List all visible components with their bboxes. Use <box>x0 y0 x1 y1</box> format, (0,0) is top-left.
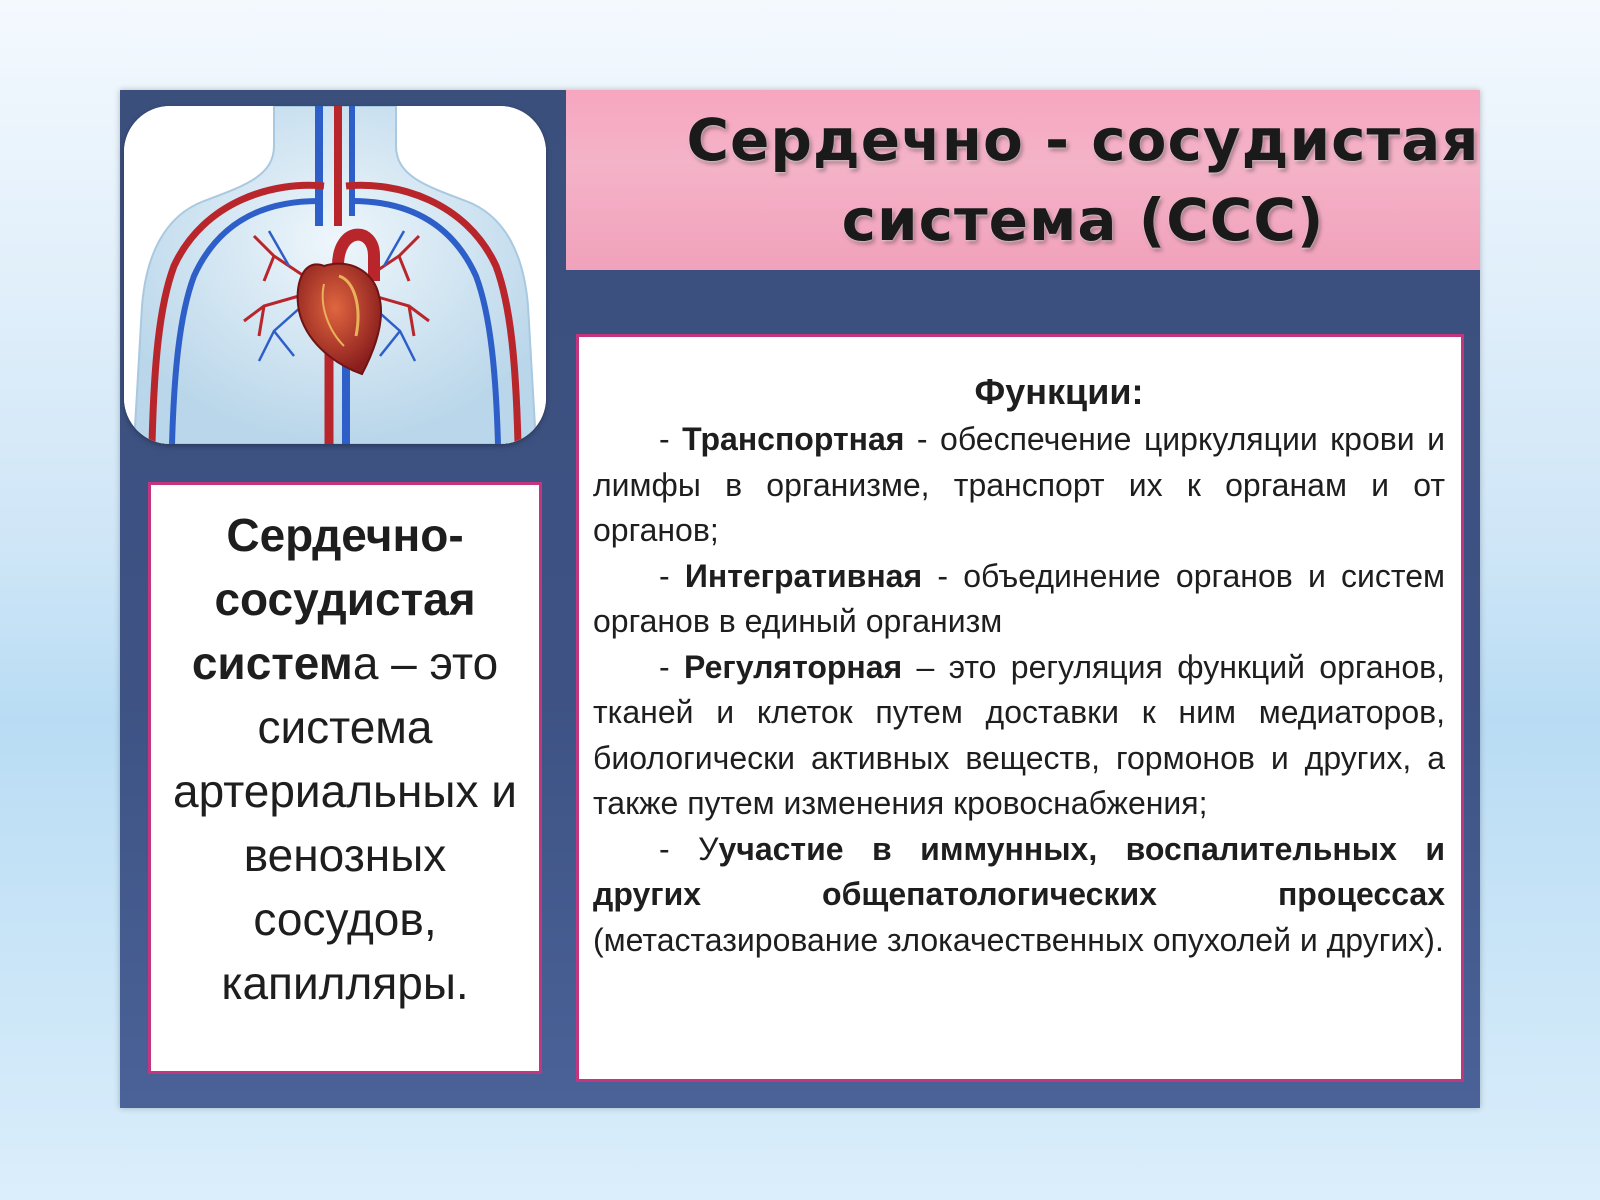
function-prefix: - <box>659 557 685 594</box>
circulatory-system-illustration <box>124 106 546 444</box>
function-prefix: - У <box>659 830 719 867</box>
function-description: – это регуляция функций органов, тканей и клеток путем доставки к ним медиаторов, биологически активных веществ, гормонов и других, а также путем изменения кровоснабжения; <box>593 648 1446 821</box>
function-name: участие в иммунных, воспалительных и других общепатологических процессах <box>593 830 1446 912</box>
definition-body: – это система артериальных и венозных сосудов, капилляры. <box>173 637 517 1009</box>
function-prefix: - <box>659 421 683 457</box>
function-name: Регуляторная <box>684 648 903 685</box>
function-name: Транспортная <box>682 421 905 457</box>
function-item-transport <box>593 417 1445 554</box>
page-title: Сердечно - сосудистая система (ССС) <box>686 106 1480 254</box>
functions-heading: Функции: <box>974 371 1144 412</box>
definition-box <box>148 482 542 1074</box>
function-name: Интегративная <box>684 557 923 594</box>
definition-text <box>163 503 527 1015</box>
function-description: - объединение органов и систем органов в единый организм <box>593 557 1445 639</box>
function-item-integrative <box>593 554 1445 645</box>
functions-box <box>576 334 1464 1082</box>
function-description: (метастазирование злокачественных опухолей и других). <box>593 921 1444 958</box>
circulatory-system-icon <box>124 106 546 444</box>
definition-term: Сердечно-сосудистая систем <box>191 509 476 689</box>
function-prefix: - <box>659 648 685 685</box>
title-banner <box>566 90 1480 270</box>
function-item-regulatory <box>593 645 1445 827</box>
function-item-immune <box>593 827 1445 964</box>
function-description: - обеспечение циркуляции крови и лимфы в организме, транспорт их к органам и от органов; <box>593 421 1445 548</box>
definition-term-ending: а <box>352 637 379 689</box>
